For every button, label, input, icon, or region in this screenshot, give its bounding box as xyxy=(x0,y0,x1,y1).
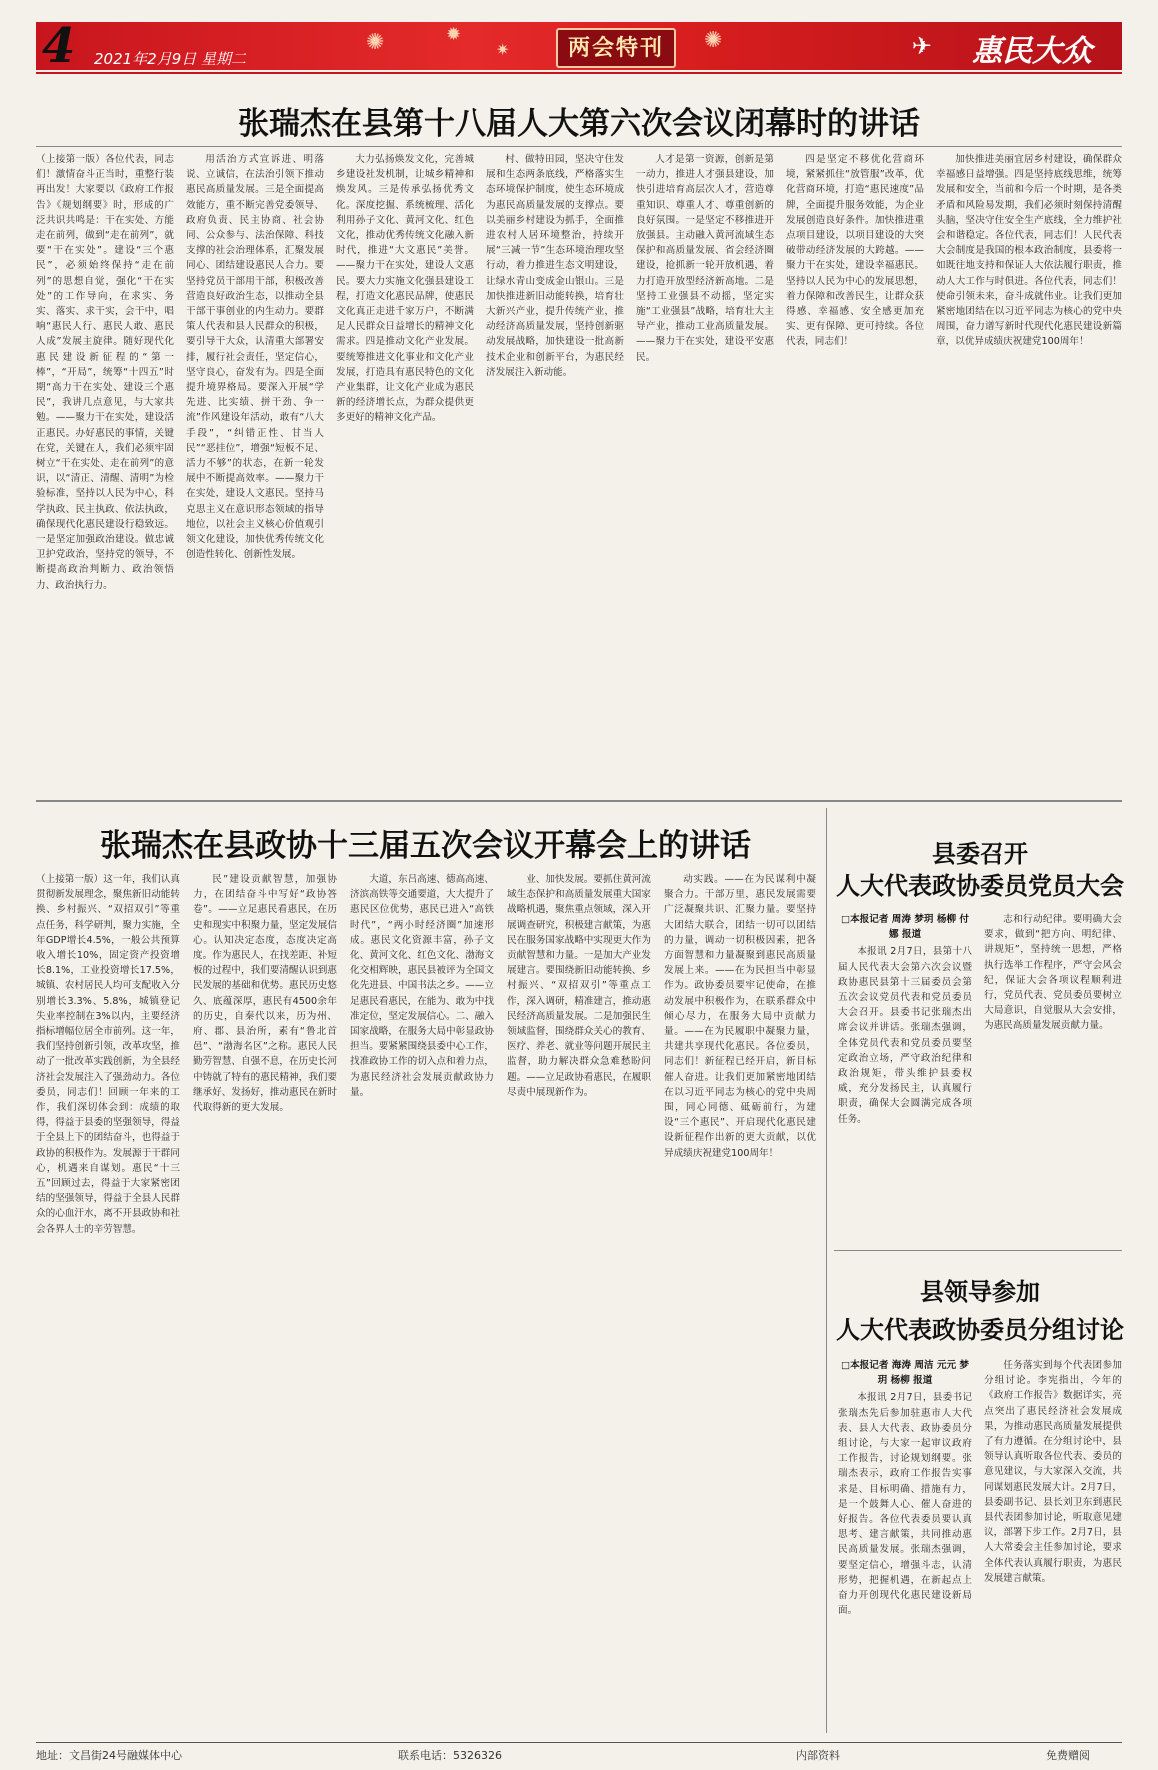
article1-column-5: 人才是第一资源，创新是第一动力，推进人才强县建设，加快引进培育高层次人才，营造尊重知识、尊重人才、尊重创新的良好氛围。一是坚定不移推进开放强县。主动融入黄河流域生态保护和高质量发展、省会经济圈建设，抢抓新一轮开放机遇，着力打造开放型经济新高地。二是坚持工业强县不动摇，坚定实施“工业强县”战略，培育壮大主导产业，推动工业高质量发展。——聚力干在实处，建设平安惠民。 xyxy=(636,154,774,363)
divider xyxy=(36,146,1122,147)
article1-column-3: 大力弘扬焕发文化，完善城乡建设社发机制，让城乡精神和焕发风。三是传承弘扬优秀文化。深度挖掘、系统梳理、活化利用孙子文化、黄河文化、红色文化，推动优秀传统文化融入新时代，推进“大文惠民”美誉。——聚力干在实处，建设人文惠民。要大力实施文化强县建设工程，打造文化惠民品牌，使惠民文化真正走进千家万户，不断满足人民群众日益增长的精神文化需求。四是推动文化产业发展。要统筹推进文化事业和文化产业发展，打造具有惠民特色的文化产业集群，让文化产业成为惠民新的经济增长点，为群众提供更多更好的精神文化产品。 xyxy=(336,154,474,424)
article2-column-4: 业、加快发展。要抓住黄河流域生态保护和高质量发展重大国家战略机遇，聚焦重点领域，深入开展调查研究，积极建言献策，为惠民在服务国家战略中实现更大作为贡献智慧和力量。一是加大产业发展建言。要围绕新旧动能转换、乡村振兴、“双招双引”等重点工作，深入调研，精准建言，推动惠民经济高质量发展。二是加强民生领域监督，围绕群众关心的教育、医疗、养老、就业等问题开展民主监督，助力解决群众急难愁盼问题。——立足政协看惠民，在履职尽责中展现新作为。 xyxy=(507,874,651,1098)
article4-title-line2: 人大代表政协委员分组讨论 xyxy=(836,1315,1124,1344)
article1-column-7: 加快推进美丽宜居乡村建设，确保群众幸福感日益增强。四是坚持底线思维，统筹发展和安全，当前和今后一个时期，是各类矛盾和风险易发期，我们必须时刻保持清醒头脑，坚决守住安全生产底线，全力维护社会和谐稳定。各位代表，同志们！人民代表大会制度是我国的根本政治制度，县委将一如既往地支持和保证人大依法履行职责，推动人大工作与时俱进。各位代表，同志们！使命引领未来，奋斗成就伟业。让我们更加紧密地团结在以习近平同志为核心的党中央周围，奋力谱写新时代现代化惠民建设新篇章，以优异成绩庆祝建党100周年！ xyxy=(936,154,1122,348)
section-divider xyxy=(36,800,1122,802)
issue-date: 2021年2月9日 星期二 xyxy=(94,50,247,68)
article3-column-2: 志和行动纪律。要明确大会要求，做到“把方向、明纪律、讲规矩”，坚持统一思想，严格执行选举工作程序，严守会风会纪，保证大会各项议程顺利进行，党员代表、党员委员要树立大局意识，自觉服从大会安排，为惠民高质量发展贡献力量。 xyxy=(984,914,1122,1032)
firework-icon: ✺ xyxy=(366,30,385,55)
article1-column-1: （上接第一版）各位代表，同志们！激情奋斗正当时，重整行装再出发！大家要以《政府工作报告》《规划纲要》时，形成的广泛共识共鸣是：干在实处、方能走在前列，做到“走在前列”，就要“干在实处”。建设“三个惠民”，必须始终保持“走在前列”的思想自觉，强化“干在实处”的工作导向，在求实、务实、落实、求干实，会干中，唱响“惠民人行、惠民人敢、惠民人成”发展主旋律。随好现代化惠民建设新征程的“第一棒”，“开局”，统筹“十四五”时期“高力干在实处、建设三个惠民”，我讲几点意见，与大家共勉。——聚力干在实处，建设活正惠民。办好惠民的事情，关键在党，关键在人，我们必须牢固树立“干在实处、走在前列”的意识，以“清正、清醒、清明”为检验标准，坚持以人民为中心，科学执政、民主执政、依法执政，确保现代化惠民建设行稳致远。一是坚定加强政治建设。做忠诚卫护党政治，坚持党的领导，不断提高政治判断力、政治领悟力、政治执行力。 xyxy=(36,154,174,591)
firework-icon: ✷ xyxy=(496,40,510,59)
article1-column-4: 村、做特田园，坚决守住发展和生态两条底线，严格落实生态环境保护制度，使生态环境成为惠民高质量发展的支撑点。要以美丽乡村建设为抓手，全面推进农村人居环境整治，持续开展“三减一节”生态环境治理攻坚行动，着力推进生态文明建设，让绿水青山变成金山银山。三是加快推进新旧动能转换，培育壮大新兴产业，提升传统产业，推动经济高质量发展，坚持创新驱动发展战略，加快建设一批高新技术企业和创新平台，为惠民经济发展注入新动能。 xyxy=(486,154,624,378)
footer-address: 地址：文昌街24号融媒体中心 xyxy=(36,1749,182,1762)
article2-column-2: 民”建设贡献智慧，加强协力，在团结奋斗中写好“政协答卷”。——立足惠民看惠民，在历史和现实中积聚力量，坚定发展信心。认知决定态度，态度决定高度。作为惠民人，在找差距、补短板的过程中，我们要清醒认识到惠民发展的基础和优势。惠民历史悠久、底蕴深厚，惠民有4500余年的历史，自秦代以来，历为州、府、郡、县治所，素有“鲁北首邑”、“渤海名区”之称。惠民人民勤劳智慧、自强不息，在历史长河中铸就了特有的惠民精神，我们要继承好、发扬好，推动惠民在新时代取得新的更大发展。 xyxy=(193,874,337,1114)
article3-title-line1: 县委召开 xyxy=(932,839,1028,868)
article4-byline: □本报记者 海涛 周洁 元元 梦玥 杨柳 报道 xyxy=(841,1360,969,1387)
crane-icon: ✈ xyxy=(911,32,932,60)
page-header xyxy=(36,18,1122,76)
article1-column-2: 用活治方式宣诉进、明落说、立诚信，在法治引领下推动惠民高质量发展。三是全面提高效能方，重不断完善党委领导、政府负责、民主协商、社会协同、公众参与、法治保障、科技支撑的社会治理体系，汇聚发展同心、团结建设惠民人合力。要坚持党员干部用干部，积极改善营造良好政治生态，以推动全县干部干事创业的内生动力。要群策人代表和县人民群众的积极，要引导干大众，认清重大部署安排，履行社会责任，坚定信心，坚守良心，奋发有为。四是全面提升境界格局。要深入开展“学先进、比实绩、拼干劲、争一流”作风建设年活动，敢有“八大手段”，“纠错正性、甘当人民”“恶挂位”，增强“短板不足、活力不够”的状态，在新一轮发展中不断提高效率。——聚力干在实处，建设人文惠民。坚持马克思主义在意识形态领域的指导地位，以社会主义核心价值观引领文化建设，加快优秀传统文化创造性转化、创新性发展。 xyxy=(186,154,324,561)
article1-column-6: 四是坚定不移优化营商环境，紧紧抓住“放管服”改革，优化营商环境，打造“惠民速度”品牌，全面提升服务效能，为企业发展创造良好条件。加快推进重点项目建设，以项目建设的大突破带动经济发展的大跨越。——聚力干在实处，建设幸福惠民。坚持以人民为中心的发展思想，着力保障和改善民生，让群众获得感、幸福感、安全感更加充实、更有保障、更可持续。各位代表，同志们！ xyxy=(786,154,924,348)
article3-title-line2: 人大代表政协委员党员大会 xyxy=(836,871,1124,900)
article2-column-3: 大道，东吕高速、德高高速、济滨高铁等交通要道，大大提升了惠民区位优势，惠民已进入“高铁时代”，“两小时经济圈”加速形成。惠民文化资源丰富，孙子文化、黄河文化、红色文化、渤海文化交相辉映，惠民县被评为全国文化先进县、中国书法之乡。——立足惠民看惠民，在能为、敢为中找准定位，坚定发展信心。二、融入国家战略，在服务大局中彰显政协担当。要紧紧围绕县委中心工作，找准政协工作的切入点和着力点，为惠民经济社会发展贡献政协力量。 xyxy=(350,874,494,1098)
section-banner: 两会特刊 xyxy=(556,28,676,68)
footer-note-internal: 内部资料 xyxy=(796,1749,840,1762)
firework-icon: ✺ xyxy=(704,28,723,53)
firework-icon: ✹ xyxy=(446,24,462,45)
article3-byline: □本报记者 周涛 梦玥 杨柳 付娜 报道 xyxy=(841,914,969,941)
header-rule xyxy=(36,72,1122,74)
article2-headline: 张瑞杰在县政协十三届五次会议开幕会上的讲话 xyxy=(100,828,751,864)
article4-column-2: 任务落实到每个代表团参加分组讨论。李宪指出，今年的《政府工作报告》数据详实，亮点突出了惠民经济社会发展成果，为推动惠民高质量发展提供了有力遵循。在分组讨论中，县领导认真听取各位代表、委员的意见建议，与大家深入交流，共同谋划惠民发展大计。2月7日，县委副书记、县长刘卫东到惠民县代表团参加讨论，听取意见建议，部署下步工作。2月7日，县人大常委会主任参加讨论，要求全体代表认真履行职责，为惠民发展建言献策。 xyxy=(984,1360,1122,1584)
article2-column-1: （上接第一版）这一年，我们认真贯彻新发展理念，聚焦新旧动能转换、乡村振兴、“双招双引”等重点任务，科学研判，聚力实施，全年GDP增长4.5%，一般公共预算收入增长10%，固定资产投资增长8.1%，工业投资增长17.5%，城镇、农村居民人均可支配收入分别增长3.3%、5.8%，城镇登记失业率控制在3%以内，主要经济指标增幅位居全市前列。这一年，我们坚持创新引领，改革攻坚，推动了一批改革实践创新，为全县经济社会发展注入了强劲动力。各位委员，同志们！回顾一年来的工作，我们深切体会到：成绩的取得，得益于县委的坚强领导，得益于全县上下的团结奋斗，也得益于政协的积极作为。发展源于干群同心，机遇来自谋划。惠民“十三五”回顾过去，得益于大家紧密团结的坚强领导，得益于全县人民群众的心血汗水，离不开县政协和社会各界人士的辛劳智慧。 xyxy=(36,874,180,1235)
page-number: 4 xyxy=(42,18,76,74)
footer-note-free: 免费赠阅 xyxy=(1046,1749,1090,1762)
article4-title-line1: 县领导参加 xyxy=(920,1277,1040,1306)
divider xyxy=(834,1250,1122,1251)
page-footer xyxy=(36,1742,1122,1763)
article3-column-1: □本报记者 周涛 梦玥 杨柳 付娜 报道 本报讯 2月7日，县第十八届人民代表大会第六次会议暨政协惠民县第十三届委员会第五次会议党员代表和党员委员大会召开。县委书记张瑞杰出席会议并讲话。张瑞杰强调，全体党员代表和党员委员要坚定政治立场，严守政治纪律和政治规矩，带头维护县委权威，充分发扬民主，认真履行职责，确保大会圆满完成各项任务。 xyxy=(838,914,972,1125)
vertical-divider xyxy=(826,808,827,1733)
brand-logo: 惠民大众 xyxy=(972,34,1092,69)
footer-phone: 联系电话：5326326 xyxy=(398,1749,502,1762)
article2-column-5: 动实践。——在为民谋利中凝聚合力。干部万里，惠民发展需要广泛凝聚共识、汇聚力量。要坚持大团结大联合，团结一切可以团结的力量，调动一切积极因素，把各方面智慧和力量凝聚到惠民高质量发展上来。——在为民担当中彰显作为。政协委员要牢记使命，在推动发展中积极作为，在联系群众中倾心尽力，在服务大局中贡献力量。——在为民履职中凝聚力量，共建共享现代化惠民。各位委员，同志们！新征程已经开启，新目标催人奋进。让我们更加紧密地团结在以习近平同志为核心的党中央周围，同心同德、砥砺前行，为建设“三个惠民”、开启现代化惠民建设新征程作出新的更大贡献，以优异成绩庆祝建党100周年！ xyxy=(664,874,816,1159)
article4-column-1: □本报记者 海涛 周洁 元元 梦玥 杨柳 报道 本报讯 2月7日，县委书记张瑞杰先后参加驻惠市人大代表、县人大代表、政协委员分组讨论，与大家一起审议政府工作报告，讨论规划纲要。张瑞杰表示，政府工作报告实事求是、目标明确、措施有力，是一个鼓舞人心、催人奋进的好报告。各位代表委员要认真思考、建言献策，共同推动惠民高质量发展。张瑞杰强调，要坚定信心，增强斗志，认清形势，把握机遇，在新起点上奋力开创现代化惠民建设新局面。 xyxy=(838,1360,972,1617)
article1-headline: 张瑞杰在县第十八届人大第六次会议闭幕时的讲话 xyxy=(238,106,920,142)
